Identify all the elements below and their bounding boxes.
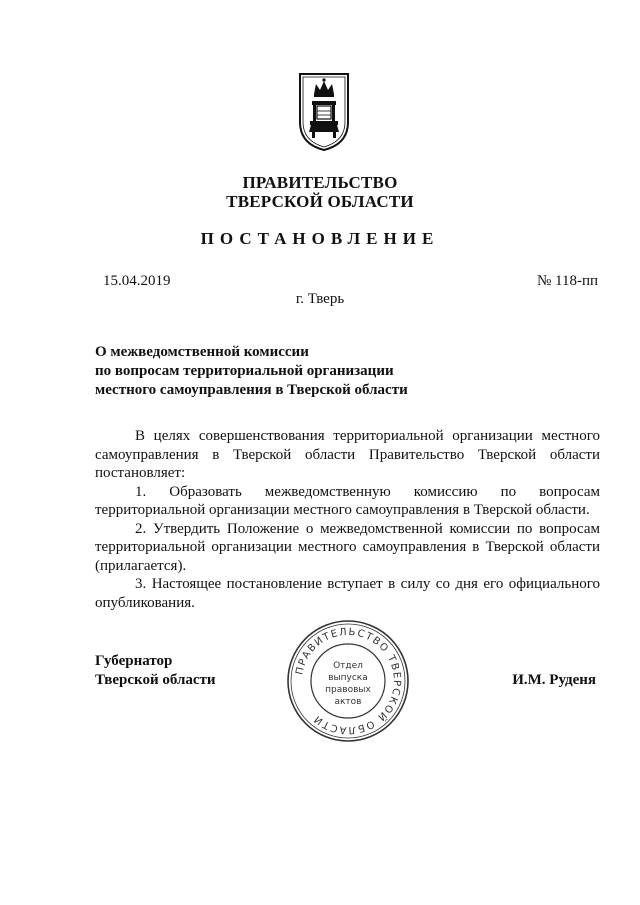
official-seal-icon: [285, 618, 411, 744]
body-item-1: 1. Образовать межведомственную комиссию по вопросам территориальной организации местного самоуправления в Тверской области.: [95, 483, 600, 518]
subject-line2: по вопросам территориальной организации: [95, 363, 394, 379]
seal-center-line3: правовых: [325, 685, 371, 695]
body-intro: В целях совершенствования территориальной организации местного самоуправления в Тверской области Правительство Тверской области постановляет:: [95, 428, 600, 481]
subject-line3: местного самоуправления в Тверской области: [95, 382, 408, 398]
signatory-name: И.М. Руденя: [512, 672, 596, 688]
seal-center-line2: выпуска: [328, 673, 368, 683]
body-item-3: 3. Настоящее постановление вступает в силу со дня его официального опубликования.: [95, 576, 600, 611]
document-body: [95, 427, 600, 612]
document-date: 15.04.2019: [103, 273, 171, 289]
seal-center-line1: Отдел: [333, 661, 363, 671]
document-city: г. Тверь: [295, 291, 345, 307]
organization-name-line2: ТВЕРСКОЙ ОБЛАСТИ: [226, 192, 414, 211]
signatory-title: [95, 652, 216, 690]
signatory-title-line2: Тверской области: [95, 672, 216, 688]
signatory-title-line1: Губернатор: [95, 653, 173, 669]
document-number: № 118-пп: [536, 273, 598, 289]
coat-of-arms-icon: [297, 72, 351, 152]
document-type: ПОСТАНОВЛЕНИЕ: [200, 229, 440, 248]
body-item-2: 2. Утвердить Положение о межведомственной комиссии по вопросам территориальной организации местного самоуправления в Тверской области (прилагается).: [95, 520, 600, 574]
subject-line1: О межведомственной комиссии: [95, 344, 309, 360]
seal-center-line4: актов: [334, 697, 362, 707]
organization-name-line1: ПРАВИТЕЛЬСТВО: [242, 173, 398, 192]
seal-ring-text: ПРАВИТЕЛЬСТВО ТВЕРСКОЙ ОБЛАСТИ: [294, 626, 403, 736]
